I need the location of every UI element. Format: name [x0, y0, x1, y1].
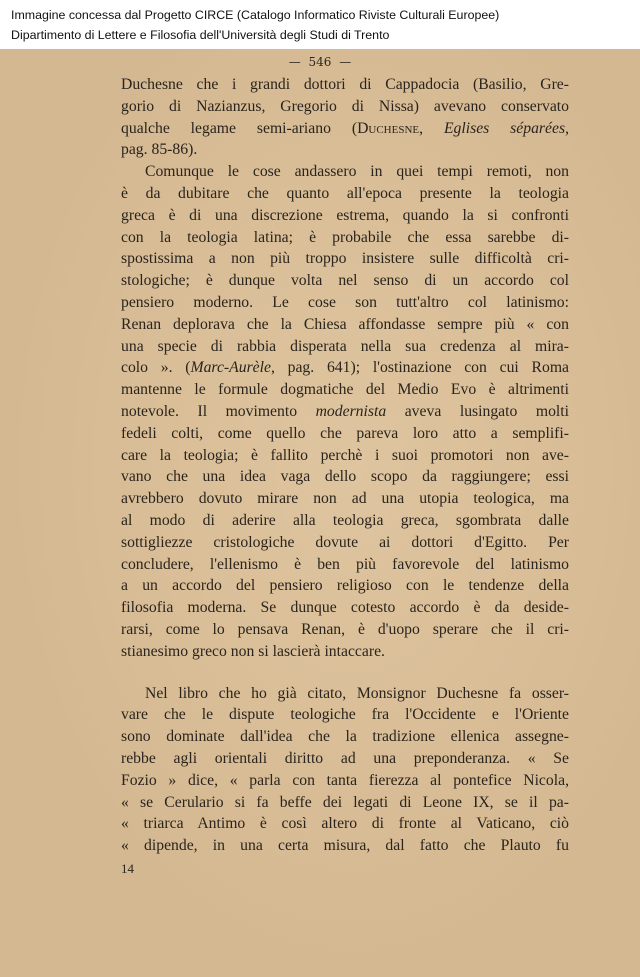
folio-number: 14: [121, 861, 134, 876]
text-segment: colo ». (: [121, 359, 191, 377]
text-line: « dipende, in una certa misura, dal fatto che Plauto fu: [121, 837, 569, 855]
text-line: con la teologia latina; è probabile che essa sarebbe di-: [121, 228, 569, 246]
text-line: [121, 357, 569, 379]
text-line: stologiche; è dunque volta nel senso di un accordo col: [121, 272, 569, 290]
text-segment: notevole. Il movimento: [121, 402, 316, 420]
page-number: — 546 —: [288, 55, 352, 69]
text-line: mantenne le formule dogmatiche del Medio Evo è altrimenti: [121, 381, 569, 399]
text-line: una specie di rabbia disperata nella sua credenza al mira-: [121, 337, 569, 355]
text-segment: qualche legame semi-ariano (: [121, 119, 358, 137]
text-line: « triarca Antimo è così altero di fronte al Vaticano, ciò: [121, 815, 569, 833]
text-line: gorio di Nazianzus, Gregorio di Nissa) avevano conservato: [121, 97, 569, 115]
paragraph-gap: [121, 663, 569, 683]
text-line: Fozio » dice, « parla con tanta fierezza al pontefice Nicola,: [121, 771, 569, 789]
attribution-line-1: Immagine concessa dal Progetto CIRCE (Catalogo Informatico Riviste Culturali Europee): [11, 8, 500, 22]
text-line: stianesimo greco non si lascierà intaccare.: [121, 642, 385, 660]
text-line: sottigliezze cristologiche dovute ai dottori d'Egitto. Per: [121, 533, 569, 551]
text-line: sono dominate dall'idea che la tradizione ellenica assegne-: [121, 728, 569, 746]
italic-citation: modernista: [315, 402, 387, 420]
paragraph: [121, 683, 569, 857]
text-line: « se Cerulario si fa beffe dei legati di Leone IX, se il pa-: [121, 793, 569, 811]
text-line: spostissima a non più troppo insistere sulle difficoltà cri-: [121, 250, 569, 268]
text-line: vare che le dispute teologiche fra l'Occidente e l'Oriente: [121, 706, 569, 724]
text-line: Comunque le cose andassero in quei tempi remoti, non: [145, 163, 569, 181]
text-segment: ,: [419, 119, 444, 137]
text-line: a un accordo del pensiero religioso con le tendenze della: [121, 577, 569, 595]
text-line: care la teologia; è fallito perchè i suoi promotori non ave-: [121, 446, 569, 464]
text-line: Duchesne che i grandi dottori di Cappadocia (Basilio, Gre-: [121, 76, 569, 93]
smallcaps-author: Duchesne: [357, 119, 420, 137]
text-line: fedeli colti, come quello che pareva loro atto a semplifi-: [121, 424, 569, 442]
text-segment: , pag. 641); l'ostinazione con cui Roma: [270, 359, 569, 377]
italic-citation: Marc-Aurèle: [190, 359, 271, 377]
scanned-page: [0, 49, 640, 977]
italic-citation: Eglises séparées: [443, 119, 566, 137]
text-line: avrebbero dovuto mirare non ad una utopia teologica, ma: [121, 490, 569, 508]
body-text: [121, 74, 569, 857]
text-line: filosofia moderna. Se dunque cotesto accordo è da deside-: [121, 599, 569, 617]
attribution-line-2: Dipartimento di Lettere e Filosofia dell'Università degli Studi di Trento: [11, 28, 390, 42]
text-line: greca è di una discrezione estrema, quando la si confronti: [121, 206, 569, 224]
text-line: [121, 118, 569, 140]
text-line: pag. 85-86).: [121, 141, 198, 159]
text-line: [121, 401, 569, 423]
text-line: concludere, l'ellenismo è ben più favorevole del latinismo: [121, 555, 569, 573]
text-line: Renan deplorava che la Chiesa affondasse sempre più « con: [121, 315, 569, 333]
text-line: al modo di aderire alla teologia greca, sgombrata dalle: [121, 511, 569, 529]
paragraph: [121, 161, 569, 662]
paragraph: [121, 74, 569, 161]
text-line: pensiero moderno. Le cose son tutt'altro col latinismo:: [121, 293, 569, 311]
text-segment: ,: [565, 119, 569, 137]
text-line: Nel libro che ho già citato, Monsignor Duchesne fa osser-: [145, 684, 569, 702]
source-attribution-header: [0, 0, 640, 49]
text-line: vano che una idea vaga dello scopo da raggiungere; essi: [121, 468, 569, 486]
text-segment: aveva lusingato molti: [386, 402, 569, 420]
text-line: rebbe agli orientali diritto ad una preponderanza. « Se: [121, 749, 569, 767]
text-line: è da dubitare che quanto all'epoca presente la teologia: [121, 184, 569, 202]
text-line: rarsi, come lo pensava Renan, è d'uopo sperare che il cri-: [121, 620, 569, 638]
